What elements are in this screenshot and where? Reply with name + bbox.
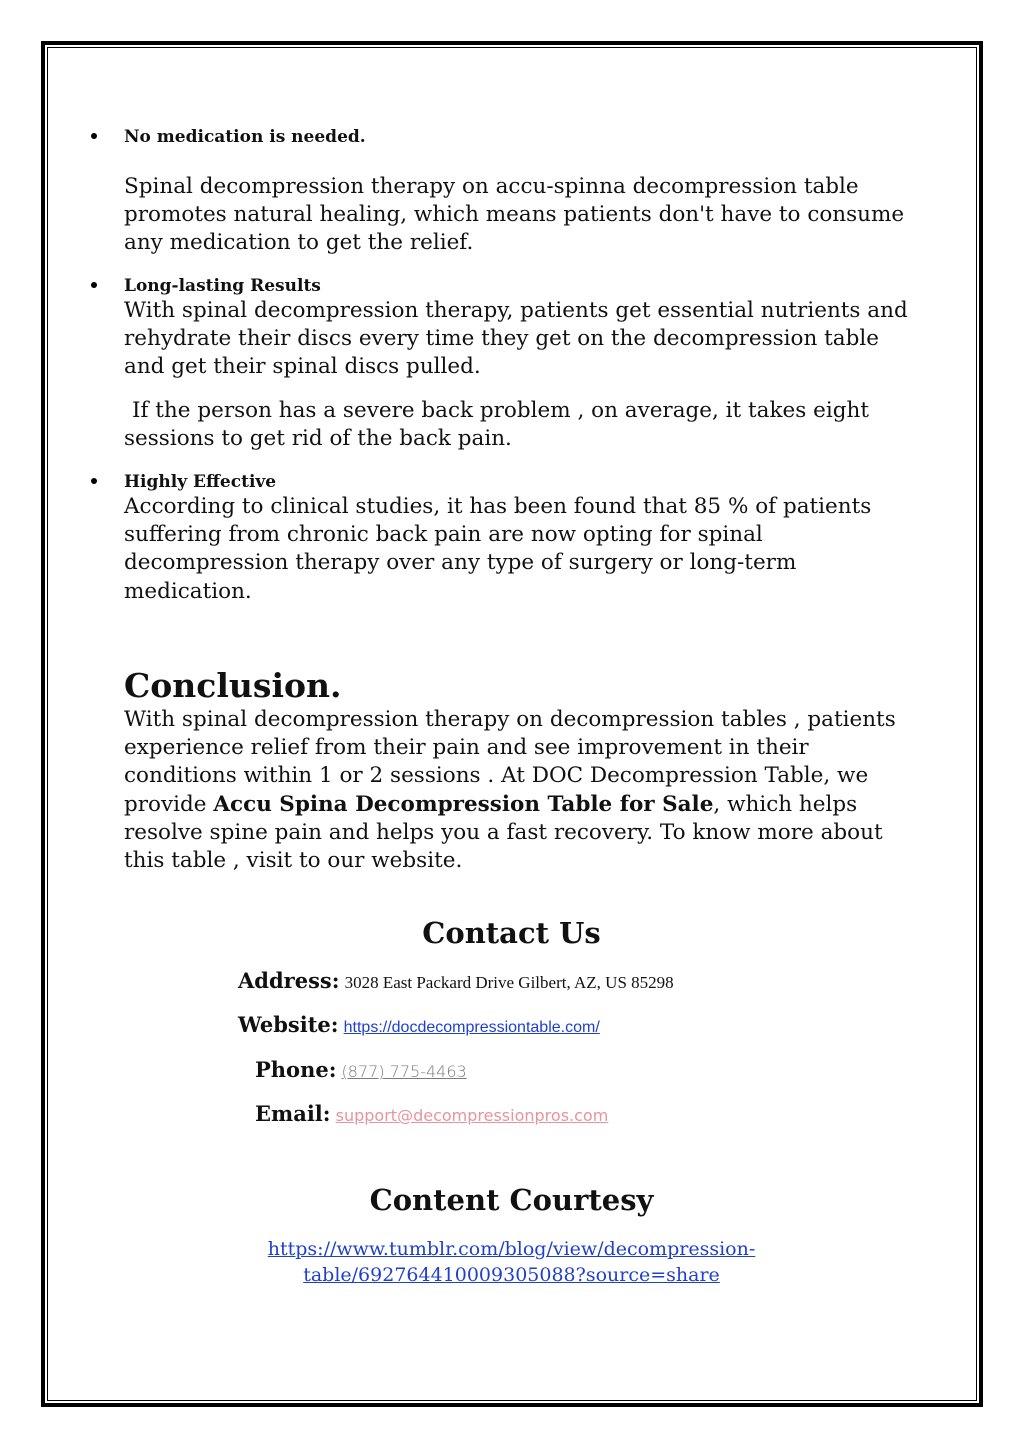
- conclusion-text: With spinal decompression therapy on decompression tables , patients experience relief from their pain and see improvement in their conditions within 1 or 2 sessions . At DOC Decompression Table, we provide: [124, 707, 896, 817]
- phone-label: Phone:: [255, 1057, 337, 1082]
- courtesy-link[interactable]: [0, 1236, 1023, 1288]
- bullet-marker: [91, 478, 97, 484]
- website-label: Website:: [238, 1012, 339, 1037]
- bullet-title-long-lasting: Long-lasting Results: [124, 276, 321, 296]
- bullet-marker: [91, 133, 97, 139]
- conclusion-paragraph: [124, 706, 914, 875]
- website-link[interactable]: https://docdecompressiontable.com/: [343, 1019, 600, 1036]
- address-row: [238, 968, 674, 993]
- address-label: Address:: [238, 968, 340, 993]
- phone-link[interactable]: (877) 775-4463: [341, 1062, 467, 1081]
- email-link[interactable]: support@decompressionpros.com: [335, 1106, 609, 1125]
- bullet-marker: [91, 282, 97, 288]
- conclusion-text-end: , which helps resolve spine pain and helps you a fast recovery. To know more about this table , visit to our website.: [124, 791, 883, 874]
- website-row: [238, 1012, 600, 1037]
- contact-us-heading: Contact Us: [422, 916, 601, 950]
- email-label: Email:: [255, 1101, 331, 1126]
- courtesy-link-line-1[interactable]: https://www.tumblr.com/blog/view/decompression-: [267, 1238, 756, 1260]
- phone-row: [255, 1057, 467, 1082]
- address-value: 3028 East Packard Drive Gilbert, AZ, US 85298: [344, 973, 674, 992]
- bullet-title-highly-effective: Highly Effective: [124, 472, 277, 492]
- paragraph-highly-effective: According to clinical studies, it has been found that 85 % of patients suffering from chronic back pain are now opting for spinal decompression therapy over any type of surgery or long-term medication.: [124, 494, 872, 604]
- content-courtesy-heading: Content Courtesy: [369, 1183, 654, 1217]
- courtesy-link-line-2[interactable]: table/692764410009305088?source=share: [303, 1264, 720, 1286]
- paragraph-long-lasting-1: With spinal decompression therapy, patients get essential nutrients and rehydrate their discs every time they get on the decompression table and get their spinal discs pulled.: [124, 298, 908, 380]
- email-row: [255, 1101, 608, 1126]
- bullet-title-no-medication: No medication is needed.: [124, 127, 366, 147]
- paragraph-long-lasting-2: If the person has a severe back problem , on average, it takes eight sessions to get rid of the back pain.: [124, 398, 869, 452]
- conclusion-heading: Conclusion.: [124, 666, 342, 705]
- paragraph-no-medication: Spinal decompression therapy on accu-spinna decompression table promotes natural healing, which means patients don't have to consume any medication to get the relief.: [124, 174, 905, 256]
- product-name-bold: Accu Spina Decompression Table for Sale: [213, 791, 714, 817]
